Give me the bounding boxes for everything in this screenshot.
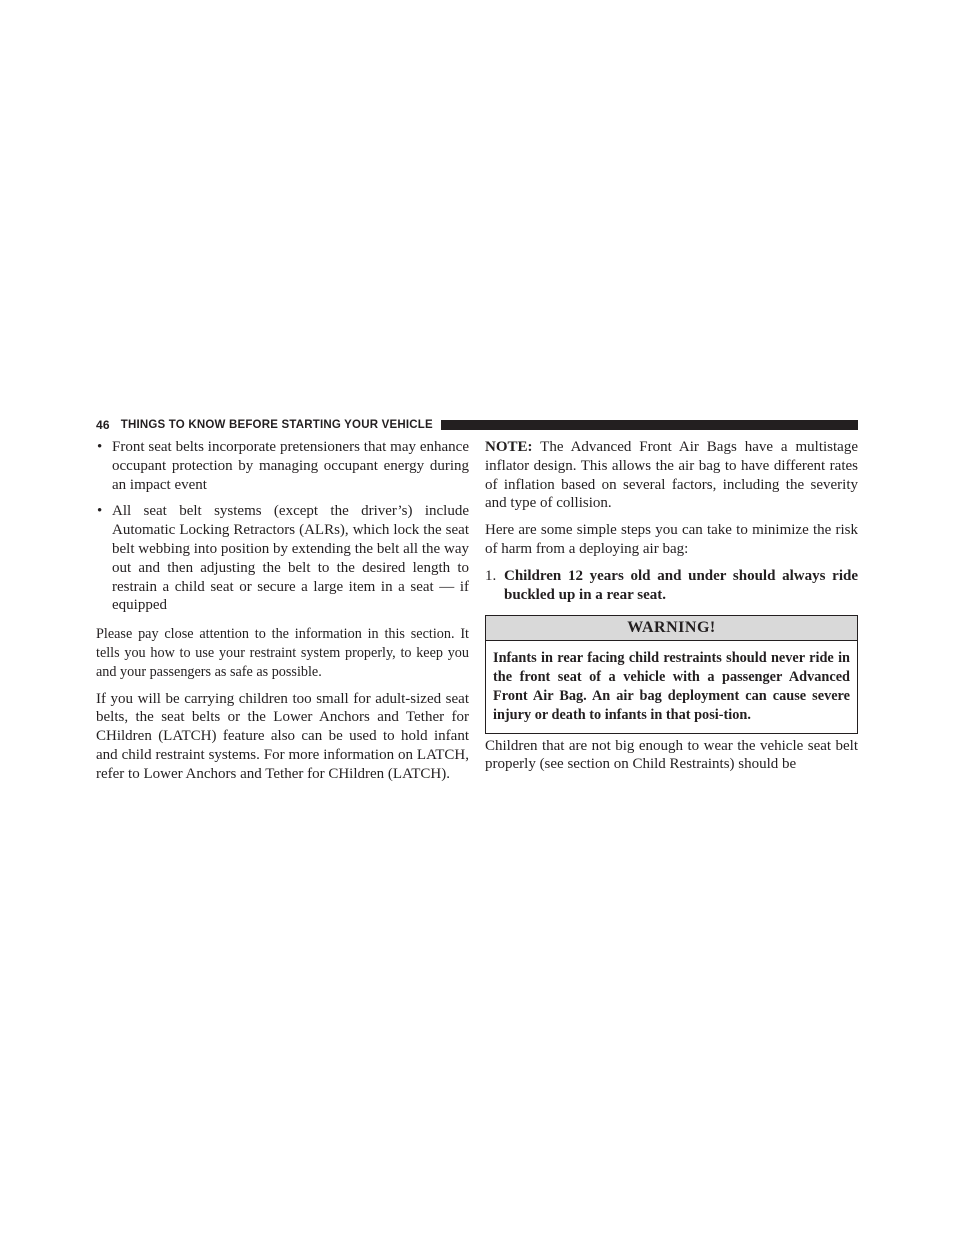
bullet-text: Front seat belts incorporate pretensioners that may enhance occupant protection by managing occupant energy during an impact event [112,439,469,493]
latch-paragraph: If you will be carrying children too small for adult-sized seat belts, the seat belts or the Lower Anchors and Tether for CHildren (LATCH) feature also can be used to hold infant and child restraint systems. For more information on LATCH, refer to Lower Anchors and Tether for CHildren (LATCH). [96,690,469,782]
list-item [96,502,469,615]
bullet-list [96,438,469,615]
page-header [96,417,858,433]
warning-text: Infants in rear facing child restraints should never ride in the front seat of a vehicle with a passenger Advanced Front Air Bag. An air bag deployment can cause severe injury or death to infants in that posi-tion. [493,650,850,723]
bullet-icon: • [97,503,103,520]
bullet-icon: • [97,439,103,455]
section-title: THINGS TO KNOW BEFORE STARTING YOUR VEHICLE [120,419,433,431]
children-paragraph: Children that are not big enough to wear the vehicle seat belt properly (see section on Child Restraints) should be [485,737,858,773]
page-number: 46 [96,418,110,432]
bullet-text: All seat belt systems (except the driver’s) include Automatic Locking Retractors (ALRs), which lock the seat belt webbing into position by extending the belt all the way out and then adjusting the belt to the desired length to restrain a child seat or secure a large item in a seat — if equipped [112,503,469,614]
left-column [96,438,469,784]
list-item [96,438,469,494]
right-column [485,438,858,774]
warning-box [485,615,858,733]
header-rule [441,420,858,430]
note-label: NOTE: [485,439,533,455]
note-paragraph [485,438,858,513]
step-text: Children 12 years old and under should always ride buckled up in a rear seat. [504,567,858,603]
steps-intro: Here are some simple steps you can take to minimize the risk of harm from a deploying air bag: [485,522,858,557]
step-item [485,567,858,605]
step-number: 1. [485,567,497,584]
attention-paragraph: Please pay close attention to the information in this section. It tells you how to use your restraint system properly, to keep you and your passengers as safe as possible. [96,626,469,680]
warning-title: WARNING! [486,616,857,641]
note-text: The Advanced Front Air Bags have a multistage inflator design. This allows the air bag to have different rates of inflation based on several factors, including the severity and type of collision. [485,439,858,512]
